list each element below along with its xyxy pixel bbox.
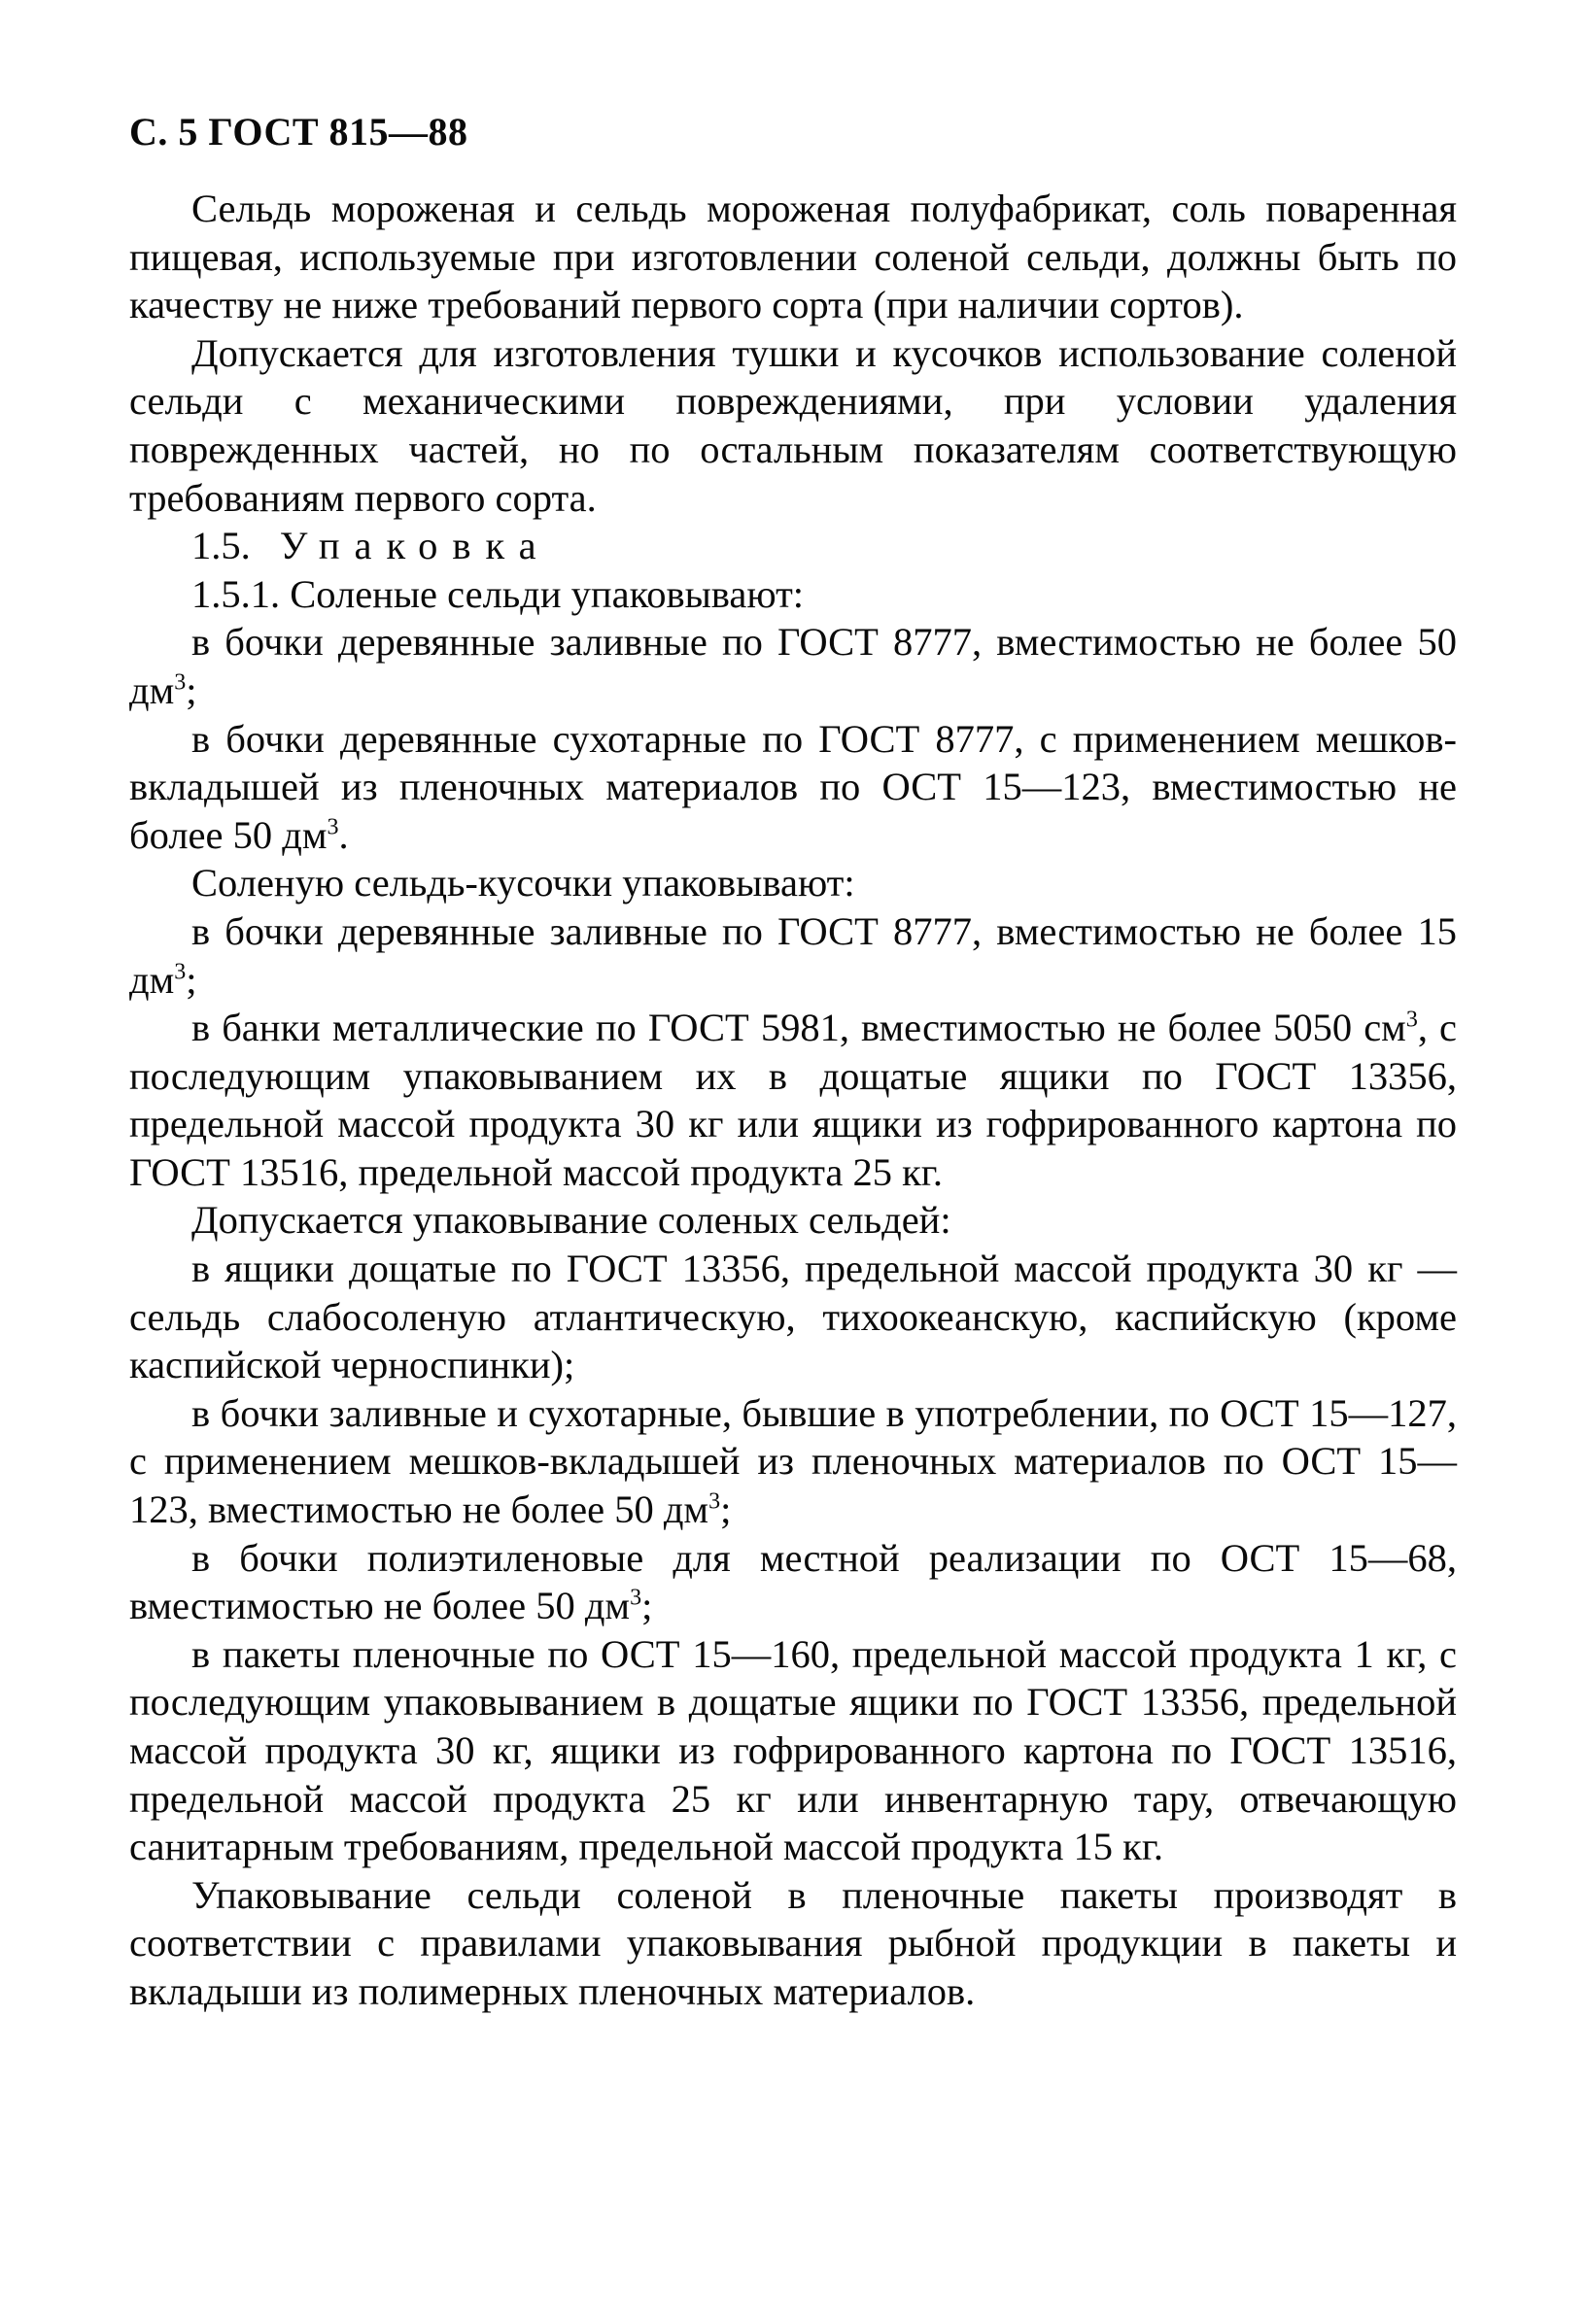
- superscript: 3: [708, 1488, 721, 1515]
- paragraph-end: ;: [186, 667, 197, 712]
- paragraph-pieces-heading: Соленую сельдь-кусочки упаковывают:: [191, 861, 855, 906]
- paragraph-polyethylene-barrels: [129, 1534, 1457, 1630]
- paragraph-metal-cans: [129, 1004, 1457, 1196]
- paragraph-end: .: [338, 812, 349, 857]
- paragraph-text: в бочки деревянные заливные по ГОСТ 8777, вместимостью не более 50 дм: [129, 620, 1457, 712]
- superscript: 3: [630, 1585, 642, 1611]
- paragraph-text: в бочки деревянные заливные по ГОСТ 8777, вместимостью не более 15 дм: [129, 908, 1457, 1002]
- paragraph-wooden-boxes: в ящики дощатые по ГОСТ 13356, предельной массой продукта 30 кг — сельдь слабосоленую атлантическую, тихоокеанскую, каспийскую (кроме каспийской черноспинки);: [129, 1247, 1457, 1387]
- paragraph-text: в банки металлические по ГОСТ 5981, вместимостью не более 5050 см: [191, 1006, 1406, 1050]
- paragraph-1-5-1: 1.5.1. Соленые сельди упаковывают:: [191, 571, 805, 616]
- paragraph-end: ;: [720, 1487, 732, 1532]
- paragraph-barrels-dry: [129, 715, 1457, 860]
- paragraph-text: в бочки деревянные сухотарные по ГОСТ 8777, с применением мешков-вкладышей из пленочных материалов по ОСТ 15—123, вместимостью не более 50 дм: [129, 716, 1457, 857]
- page-header: С. 5 ГОСТ 815—88: [129, 110, 468, 154]
- superscript: 3: [327, 814, 339, 840]
- paragraph-barrels-filled: [129, 618, 1457, 714]
- paragraph-text-continued: , с последующим упаковыванием их в дощатые ящики по ГОСТ 13356, предельной массой продукта 30 кг или ящики из гофрированного картона по ГОСТ 13516, предельной массой продукта 25 кг.: [129, 1006, 1457, 1194]
- paragraph-used-barrels: [129, 1389, 1457, 1534]
- superscript: 3: [1405, 1007, 1418, 1033]
- paragraph-allowed-packing: Допускается упаковывание соленых сельдей:: [191, 1198, 951, 1243]
- superscript: 3: [174, 959, 187, 984]
- section-title: Упаковка: [279, 524, 551, 568]
- paragraph-text: в бочки полиэтиленовые для местной реализации по ОСТ 15—68, вместимостью не более 50 дм: [129, 1535, 1457, 1628]
- paragraph-damaged-herring: Допускается для изготовления тушки и кусочков использование соленой сельди с механическими повреждениями, при условии удаления поврежденных частей, но по остальным показателям соответствующую требованиям первого сорта.: [129, 330, 1457, 520]
- paragraph-raw-materials: Сельдь мороженая и сельдь мороженая полуфабрикат, соль поваренная пищевая, используемые при изготовлении соленой сельди, должны быть по качеству не ниже требований первого сорта (при наличии сортов).: [129, 187, 1457, 327]
- paragraph-end: ;: [186, 957, 197, 1002]
- paragraph-film-bags: в пакеты пленочные по ОСТ 15—160, предельной массой продукта 1 кг, с последующим упаковыванием в дощатые ящики по ГОСТ 13356, предельной массой продукта 30 кг, ящики из гофрированного картона по ГОСТ 13516, предельной массой продукта 25 кг или инвентарную тару, отвечающую санитарным требованиям, предельной массой продукта 15 кг.: [129, 1631, 1457, 1869]
- paragraph-end: ;: [641, 1584, 653, 1628]
- superscript: 3: [174, 669, 187, 696]
- paragraph-packing-rules: Упаковывание сельди соленой в пленочные пакеты производят в соответствии с правилами упаковывания рыбной продукции в пакеты и вкладыши из полимерных пленочных материалов.: [129, 1872, 1457, 2013]
- section-heading-packaging: [129, 522, 1457, 570]
- paragraph-pieces-barrels: [129, 907, 1457, 1004]
- document-body: [129, 185, 1457, 2016]
- paragraph-text: в бочки заливные и сухотарные, бывшие в употреблении, по ОСТ 15—127, с применением мешков-вкладышей из пленочных материалов по ОСТ 15—123, вместимостью не более 50 дм: [129, 1390, 1457, 1532]
- section-number: 1.5.: [191, 524, 251, 568]
